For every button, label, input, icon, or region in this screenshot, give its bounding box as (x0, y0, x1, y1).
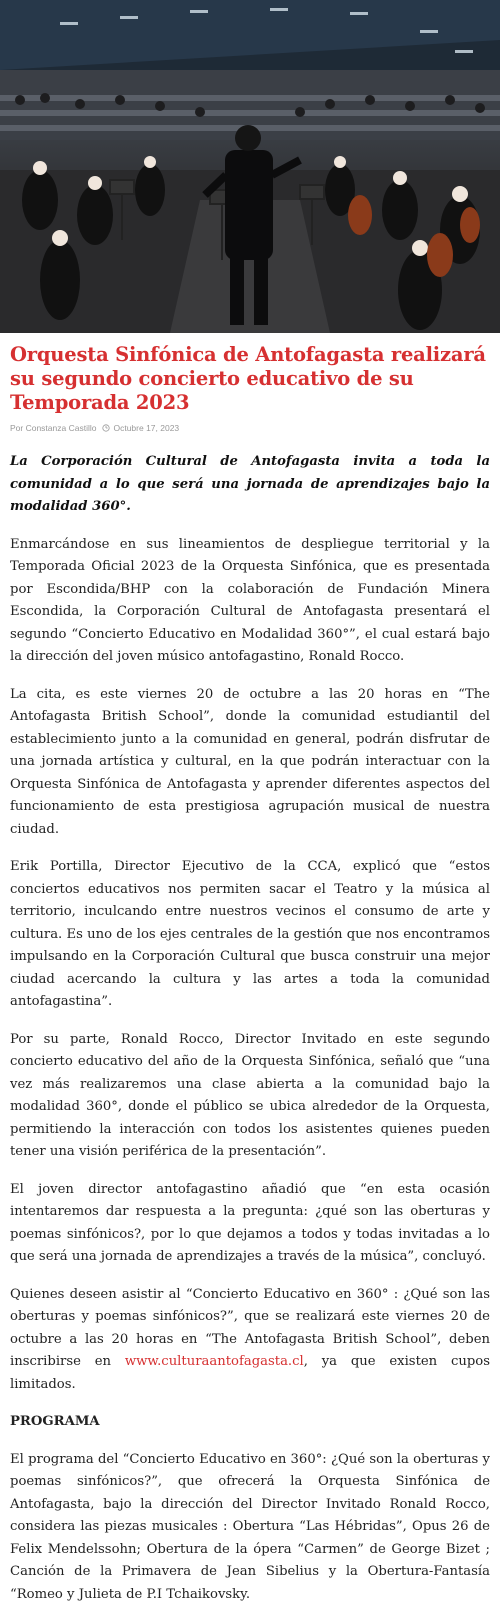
registration-link[interactable]: www.culturaantofagasta.cl (125, 1354, 304, 1369)
date-group (102, 423, 179, 433)
program-heading: PROGRAMA (10, 1411, 490, 1434)
paragraph: El joven director antofagastino añadió que “en esta ocasión intentaremos dar respuesta a la pregunta: ¿qué son las oberturas y poemas sinfónicos?, por lo que dejamos a todos y todas invitadas a lo que será una jornada de aprendizajes a través de la música”, concluyó. (10, 1179, 490, 1269)
publish-date: Octubre 17, 2023 (113, 423, 179, 433)
registration-text-after: , ya que existen cupos limitados. (10, 1354, 490, 1392)
paragraph: La cita, es este viernes 20 de octubre a las 20 horas en “The Antofagasta British School”, donde la comunidad estudiantil del establecimiento junto a la comunidad en general, podrán disfrutar de una jornada artística y cultural, en la que podrán interactuar con la Orquesta Sinfónica de Antofagasta y aprender diferentes aspectos del funcionamiento de esta prestigiosa agrupación musical de nuestra ciudad. (10, 684, 490, 842)
hero-image (0, 0, 500, 333)
registration-paragraph (10, 1284, 490, 1397)
orchestra-photo (0, 0, 500, 333)
paragraph: Erik Portilla, Director Ejecutivo de la CCA, explicó que “estos conciertos educativos nos permiten sacar el Teatro y la música al territorio, inculcando entre nuestros vecinos el consumo de arte y cultura. Es uno de los ejes centrales de la gestión que nos encontramos impulsando en la Corporación Cultural que busca construir una mejor ciudad acercando la cultura y las artes a toda la comunidad antofagastina”. (10, 856, 490, 1014)
paragraph: Por su parte, Ronald Rocco, Director Invitado en este segundo concierto educativo del año de la Orquesta Sinfónica, señaló que “una vez más realizaremos una clase abierta a la comunidad bajo la modalidad 360°, donde el público se ubica alrededor de la Orquesta, permitiendo la interacción con todos los asistentes quienes pueden tener una visión periférica de la presentación”. (10, 1029, 490, 1164)
article-title: Orquesta Sinfónica de Antofagasta realizará su segundo concierto educativo de su Temporada 2023 (10, 343, 490, 415)
registration-text-before: Quienes deseen asistir al “Concierto Educativo en 360° : ¿Qué son las oberturas y poemas sinfónicos?”, que se realizará este viernes 20 de octubre a las 20 horas en “The Antofagasta British School”, deben inscribirse en (10, 1287, 490, 1370)
article-meta (10, 423, 490, 433)
article (0, 343, 500, 1606)
clock-icon (102, 424, 110, 432)
paragraph: Enmarcándose en sus lineamientos de despliegue territorial y la Temporada Oficial 2023 de la Orquesta Sinfónica, que es presentada por Escondida/BHP con la colaboración de Fundación Minera Escondida, la Corporación Cultural de Antofagasta presentará el segundo “Concierto Educativo en Modalidad 360°”, el cual estará bajo la dirección del joven músico antofagastino, Ronald Rocco. (10, 534, 490, 669)
author-byline[interactable]: Por Constanza Castillo (10, 423, 96, 433)
article-lead: La Corporación Cultural de Antofagasta invita a toda la comunidad a lo que será una jornada de aprendizajes bajo la modalidad 360°. (10, 451, 490, 519)
program-paragraph: El programa del “Concierto Educativo en 360°: ¿Qué son la oberturas y poemas sinfónicos?”, que ofrecerá la Orquesta Sinfónica de Antofagasta, bajo la dirección del Director Invitado Ronald Rocco, considera las piezas musicales : Obertura “Las Hébridas”, Opus 26 de Felix Mendelssohn; Obertura de la ópera “Carmen” de George Bizet ; Canción de la Primavera de Jean Sibelius y la Obertura-Fantasía “Romeo y Julieta de P.I Tchaikovsky. (10, 1449, 490, 1606)
